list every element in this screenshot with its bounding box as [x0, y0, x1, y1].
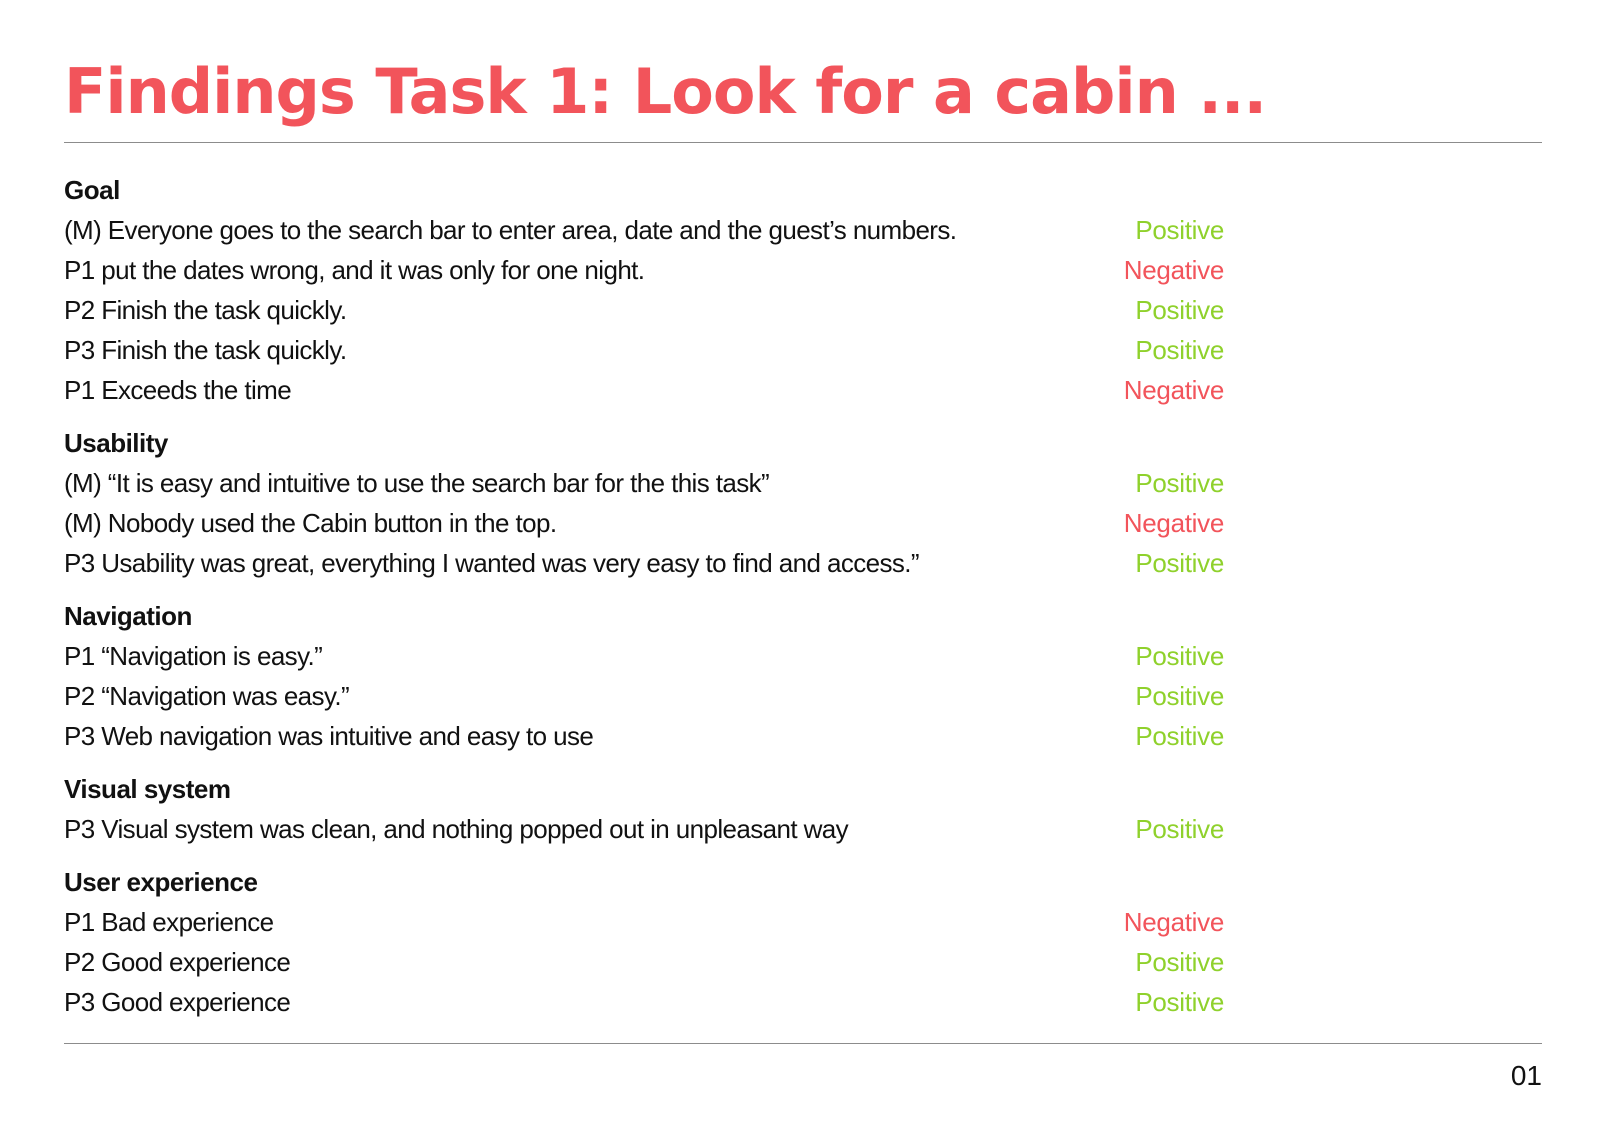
finding-row	[64, 370, 1224, 410]
finding-text: P1 Bad experience	[64, 907, 274, 937]
page-title: Findings Task 1: Look for a cabin ...	[64, 55, 1267, 128]
finding-row	[64, 463, 1224, 503]
finding-row	[64, 250, 1224, 290]
section-heading: User experience	[64, 867, 258, 897]
finding-row	[64, 902, 1224, 942]
section-usability	[64, 423, 1224, 583]
verdict-label: Positive	[1135, 721, 1224, 751]
section-heading: Goal	[64, 175, 120, 205]
verdict-label: Positive	[1135, 947, 1224, 977]
section-user-experience	[64, 862, 1224, 1022]
verdict-label: Negative	[1123, 255, 1224, 285]
finding-text: (M) “It is easy and intuitive to use the search bar for the this task”	[64, 468, 770, 498]
finding-text: P1 “Navigation is easy.”	[64, 641, 323, 671]
finding-row	[64, 982, 1224, 1022]
finding-text: P1 put the dates wrong, and it was only for one night.	[64, 255, 645, 285]
finding-row	[64, 636, 1224, 676]
verdict-label: Positive	[1135, 814, 1224, 844]
finding-text: (M) Nobody used the Cabin button in the top.	[64, 508, 557, 538]
verdict-label: Positive	[1135, 468, 1224, 498]
verdict-label: Positive	[1135, 987, 1224, 1017]
section-heading: Usability	[64, 428, 168, 458]
verdict-label: Positive	[1135, 681, 1224, 711]
finding-row	[64, 330, 1224, 370]
finding-text: (M) Everyone goes to the search bar to enter area, date and the guest’s numbers.	[64, 215, 957, 245]
verdict-label: Negative	[1123, 375, 1224, 405]
finding-row	[64, 676, 1224, 716]
verdict-label: Positive	[1135, 335, 1224, 365]
section-visual-system	[64, 769, 1224, 849]
finding-row	[64, 543, 1224, 583]
finding-row	[64, 290, 1224, 330]
section-heading: Visual system	[64, 774, 231, 804]
finding-row	[64, 210, 1224, 250]
finding-text: P3 Visual system was clean, and nothing popped out in unpleasant way	[64, 814, 849, 844]
finding-text: P2 Finish the task quickly.	[64, 295, 347, 325]
finding-row	[64, 942, 1224, 982]
bottom-divider	[64, 1043, 1542, 1044]
verdict-label: Positive	[1135, 641, 1224, 671]
finding-text: P2 “Navigation was easy.”	[64, 681, 350, 711]
section-goal	[64, 170, 1224, 410]
section-navigation	[64, 596, 1224, 756]
finding-text: P3 Finish the task quickly.	[64, 335, 347, 365]
finding-text: P1 Exceeds the time	[64, 375, 292, 405]
verdict-label: Positive	[1135, 215, 1224, 245]
finding-text: P3 Usability was great, everything I wanted was very easy to find and access.”	[64, 548, 919, 578]
finding-row	[64, 503, 1224, 543]
verdict-label: Positive	[1135, 548, 1224, 578]
verdict-label: Negative	[1123, 508, 1224, 538]
section-heading: Navigation	[64, 601, 192, 631]
top-divider	[64, 142, 1542, 143]
page-number: 01	[1510, 1060, 1542, 1091]
findings-list	[64, 170, 1224, 1035]
finding-row	[64, 809, 1224, 849]
finding-text: P2 Good experience	[64, 947, 291, 977]
finding-row	[64, 716, 1224, 756]
finding-text: P3 Web navigation was intuitive and easy to use	[64, 721, 594, 751]
verdict-label: Negative	[1123, 907, 1224, 937]
finding-text: P3 Good experience	[64, 987, 291, 1017]
verdict-label: Positive	[1135, 295, 1224, 325]
